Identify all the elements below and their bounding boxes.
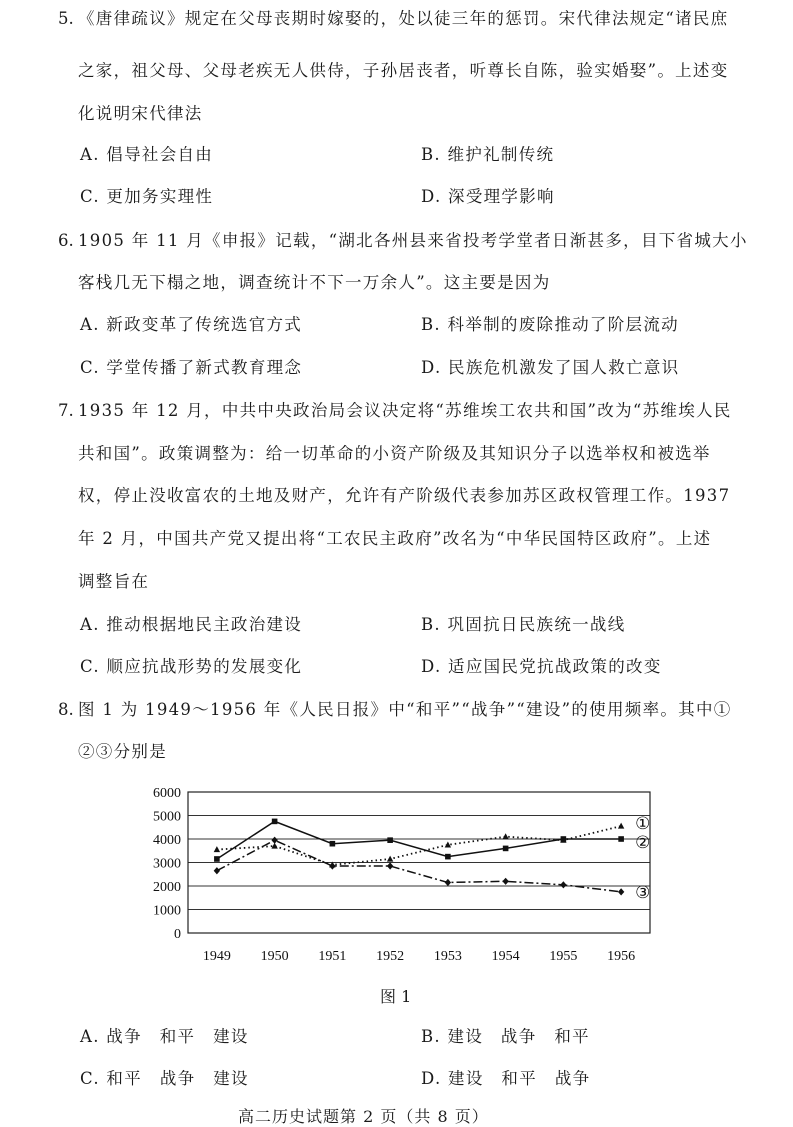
y-tick-label-2000: 2000 <box>153 880 181 895</box>
series-1-line <box>217 826 621 865</box>
series-3-point-1949 <box>214 867 220 874</box>
series-3-point-1952 <box>387 862 393 869</box>
x-tick-label-1949: 1949 <box>202 949 231 964</box>
series-2-point-1956 <box>618 836 624 842</box>
y-tick-label-4000: 4000 <box>153 833 181 848</box>
series-2-label: ② <box>635 833 651 852</box>
q6-option-c[interactable]: C. 学堂传播了新式教育理念 <box>80 358 303 377</box>
series-3-point-1954 <box>502 878 508 885</box>
series-2-point-1955 <box>561 836 567 842</box>
series-1-point-1949 <box>214 846 220 852</box>
q7-line-3: 权，停止没收富农的土地及财产，允许有产阶级代表参加苏区政权管理工作。1937 <box>78 486 731 505</box>
x-tick-label-1955: 1955 <box>549 949 578 964</box>
series-2 <box>214 819 650 862</box>
series-3-label: ③ <box>635 882 651 902</box>
q7-line-1: 1935 年 12 月，中共中央政治局会议决定将“苏维埃工农共和国”改为“苏维埃人民 <box>78 401 732 420</box>
series-1-point-1954 <box>502 833 508 839</box>
x-tick-label-1956: 1956 <box>607 949 636 964</box>
q6-option-a[interactable]: A. 新政变革了传统选官方式 <box>80 315 303 334</box>
x-tick-label-1953: 1953 <box>433 949 462 964</box>
series-3-point-1953 <box>445 879 451 886</box>
series-2-point-1950 <box>272 819 278 825</box>
q8-number: 8. <box>58 700 74 719</box>
series-1 <box>214 814 651 867</box>
q6-option-b[interactable]: B. 科举制的废除推动了阶层流动 <box>421 315 679 334</box>
line-chart <box>140 780 660 975</box>
series-1-point-1952 <box>387 856 393 862</box>
q8-option-b[interactable]: B. 建设 战争 和平 <box>421 1027 590 1046</box>
series-3-point-1956 <box>618 888 624 895</box>
x-tick-label-1951: 1951 <box>318 949 347 964</box>
q6-line-1: 1905 年 11 月《申报》记载，“湖北各州县来省投考学堂者日渐甚多，目下省城大小 <box>78 231 748 250</box>
q6-number: 6. <box>58 231 74 250</box>
q8-option-a[interactable]: A. 战争 和平 建设 <box>80 1027 249 1046</box>
series-3-point-1955 <box>560 881 566 888</box>
q5-line-3: 化说明宋代律法 <box>78 104 203 123</box>
series-3 <box>214 837 651 902</box>
chart-series <box>214 814 651 902</box>
q8-option-c[interactable]: C. 和平 战争 建设 <box>80 1069 249 1088</box>
q5-number: 5. <box>58 9 74 28</box>
q5-line-2: 之家，祖父母、父母老疾无人供侍，子孙居丧者，听尊长自陈，验实婚娶”。上述变 <box>78 61 729 80</box>
q7-line-4: 年 2 月，中国共产党又提出将“工农民主政府”改名为“中华民国特区政府”。上述 <box>78 529 712 548</box>
q8-option-d[interactable]: D. 建设 和平 战争 <box>421 1069 591 1088</box>
x-tick-label-1954: 1954 <box>491 949 520 964</box>
chart-gridlines <box>188 816 650 910</box>
q7-option-c[interactable]: C. 顺应抗战形势的发展变化 <box>80 657 303 676</box>
series-2-point-1952 <box>387 837 393 843</box>
x-tick-label-1952: 1952 <box>376 949 405 964</box>
q7-number: 7. <box>58 401 74 420</box>
series-2-point-1954 <box>503 846 509 852</box>
q7-line-5: 调整旨在 <box>78 572 150 591</box>
series-1-point-1956 <box>618 823 624 829</box>
series-1-label: ① <box>635 814 651 834</box>
q8-line-1: 图 1 为 1949～1956 年《人民日报》中“和平”“战争”“建设”的使用频率。其中① <box>78 700 732 719</box>
q8-line-2: ②③分别是 <box>78 742 167 761</box>
q6-line-2: 客栈几无下榻之地，调查统计不下一万余人”。这主要是因为 <box>78 273 551 292</box>
page-footer: 高二历史试题第 2 页（共 8 页） <box>238 1107 489 1126</box>
series-1-point-1953 <box>445 841 451 847</box>
series-2-point-1949 <box>214 856 220 862</box>
q5-option-a[interactable]: A. 倡导社会自由 <box>80 145 214 164</box>
series-2-point-1951 <box>330 841 336 847</box>
y-tick-label-1000: 1000 <box>153 903 181 919</box>
q5-option-b[interactable]: B. 维护礼制传统 <box>421 145 555 164</box>
q6-option-d[interactable]: D. 民族危机激发了国人救亡意识 <box>421 358 680 377</box>
q5-line-1: 《唐律疏议》规定在父母丧期时嫁娶的，处以徒三年的惩罚。宋代律法规定“诸民庶 <box>78 9 729 28</box>
q5-option-c[interactable]: C. 更加务实理性 <box>80 187 214 206</box>
q5-option-d[interactable]: D. 深受理学影响 <box>421 187 555 206</box>
figure-caption: 图 1 <box>380 987 412 1006</box>
y-tick-label-0: 0 <box>174 927 181 942</box>
y-tick-label-3000: 3000 <box>153 856 181 872</box>
series-3-point-1950 <box>271 837 277 844</box>
y-tick-label-6000: 6000 <box>153 786 181 801</box>
series-2-point-1953 <box>445 854 451 860</box>
q7-option-b[interactable]: B. 巩固抗日民族统一战线 <box>421 615 626 634</box>
q7-option-d[interactable]: D. 适应国民党抗战政策的改变 <box>421 657 662 676</box>
series-3-point-1951 <box>329 862 335 869</box>
q7-option-a[interactable]: A. 推动根据地民主政治建设 <box>80 615 303 634</box>
y-tick-label-5000: 5000 <box>153 809 181 825</box>
x-tick-label-1950: 1950 <box>260 949 289 964</box>
chart-axes <box>153 786 650 964</box>
q7-line-2: 共和国”。政策调整为：给一切革命的小资产阶级及其知识分子以选举权和被选举 <box>78 444 711 463</box>
